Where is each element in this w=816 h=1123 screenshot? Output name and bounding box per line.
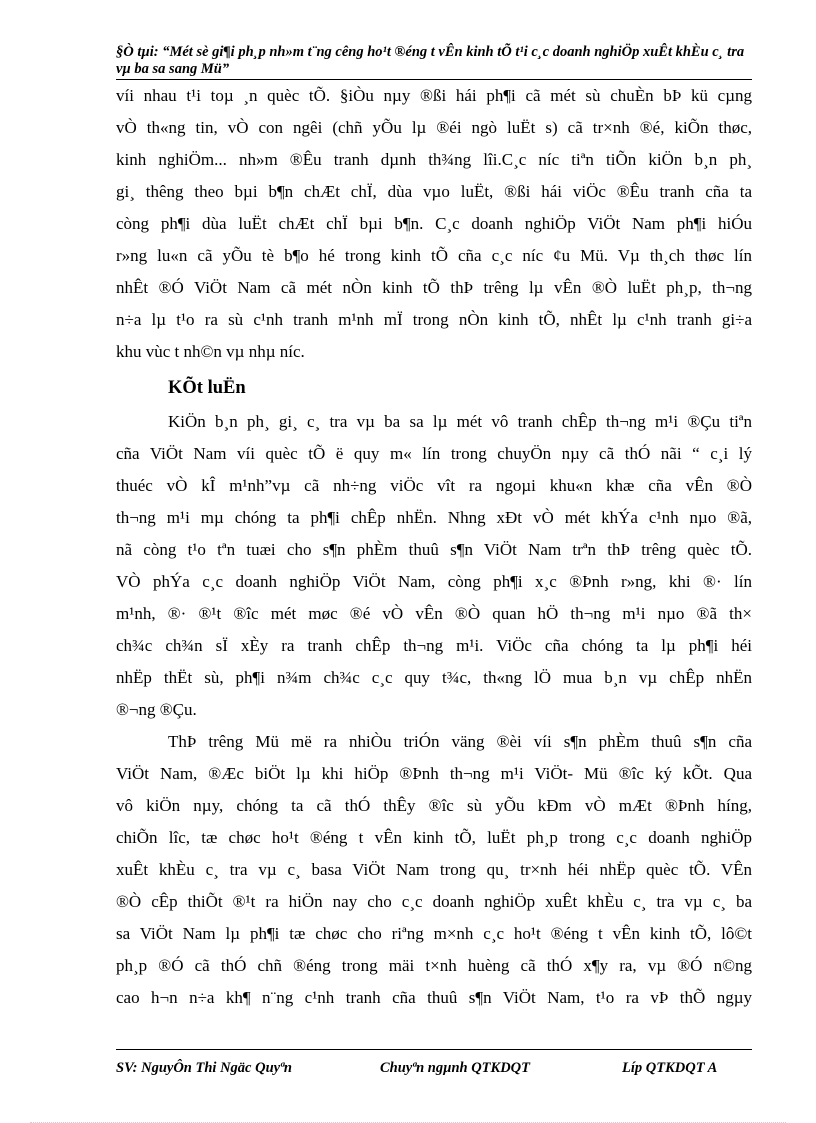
text-line: VÒ phÝa c¸c doanh nghiÖp ViÖt Nam, còng ph¶i x¸c ®Þnh r»ng, khi ®· lín: [116, 572, 752, 591]
text-line: víi nhau t¹i toµ ¸n quèc tÕ. §iÒu nµy ®ßi hái ph¶i cã mét sù chuÈn bÞ kü cµng: [116, 86, 752, 105]
text-line: ViÖt Nam, ®Æc biÖt lµ khi hiÖp ®Þnh th¬ng m¹i ViÖt- Mü ®îc ký kÕt. Qua: [116, 764, 752, 783]
text-line: chiÕn lîc, tæ chøc ho¹t ®éng t vÊn kinh tÕ, luËt ph¸p trong c¸c doanh nghiÖp: [116, 828, 752, 847]
paragraph-2: [116, 406, 752, 726]
text-line: thuéc vÒ kÎ m¹nh”vµ cã nh÷ng viÖc vît ra ngoµi khu«n khæ cña vÊn ®Ò: [116, 476, 752, 495]
footer-major: Chuyªn ngµnh QTKDQT: [380, 1060, 531, 1076]
text-line: gi¸ thêng theo bµi b¶n chÆt chÏ, dùa vµo luËt, ®ßi hái viÖc ®Êu tranh cña ta: [116, 182, 752, 201]
paragraph-1: [116, 80, 752, 368]
header-title: §Ò tµi: “Mét sè gi¶i ph¸p nh»m t¨ng cêng ho¹t ®éng t vÊn kinh tÕ t¹i c¸c doanh nghiÖp xuÊt khÈu c¸ tra vµ ba sa sang Mü”: [116, 44, 745, 77]
footer-rule: [116, 1049, 752, 1050]
running-footer: [116, 1058, 752, 1078]
text-line: ch¾c ch¾n sÏ xÈy ra tranh chÊp th¬ng m¹i. ViÖc cña chóng ta lµ ph¶i héi: [116, 636, 752, 655]
text-line: n÷a lµ t¹o ra sù c¹nh tranh m¹nh mÏ trong nÒn kinh tÕ, nhÊt lµ c¹nh tranh gi÷a: [116, 310, 752, 329]
text-line: ph¸p ®Ó cã thÓ chñ ®éng trong mäi t×nh huèng cã thÓ x¶y ra, vµ ®Ó n©ng: [116, 956, 752, 975]
text-line: cña ViÖt Nam víi quèc tÕ ë quy m« lín trong chuyÖn nµy cã thÓ nãi “ c¸i lý: [116, 444, 752, 463]
text-line: ThÞ trêng Mü më ra nhiÒu triÓn väng ®èi víi s¶n phÈm thuû s¶n cña: [168, 732, 752, 751]
footer-class: Líp QTKDQT A: [622, 1060, 718, 1076]
text-line: ®¬ng ®Çu.: [116, 700, 197, 719]
text-line: khu vùc t nh©n vµ nhµ níc.: [116, 342, 305, 361]
text-line: th¬ng m¹i mµ chóng ta ph¶i chÊp nhËn. Nhng xÐt vÒ mét khÝa c¹nh nµo ®ã,: [116, 508, 752, 527]
paragraph-3: [116, 726, 752, 1014]
text-line: sa ViÖt Nam lµ ph¶i tæ chøc cho riªng m×nh c¸c ho¹t ®éng t vÊn kinh tÕ, lô©t: [116, 924, 752, 943]
text-line: r»ng lu«n cã yÕu tè b¶o hé trong kinh tÕ cña c¸c níc ¢u Mü. Vµ th¸ch thøc lín: [116, 246, 752, 265]
section-heading: KÕt luËn: [168, 378, 246, 398]
text-line: còng ph¶i dùa luËt chÆt chÏ bµi b¶n. C¸c doanh nghiÖp ViÖt Nam ph¶i hiÓu: [116, 214, 752, 233]
text-line: KiÖn b¸n ph¸ gi¸ c¸ tra vµ ba sa lµ mét vô tranh chÊp th¬ng m¹i ®Çu tiªn: [168, 412, 752, 431]
text-line: cao h¬n n÷a kh¶ n¨ng c¹nh tranh cña thuû s¶n ViÖt Nam, t¹o ra vÞ thÕ ngµy: [116, 988, 752, 1007]
text-line: m¹nh, ®· ®¹t ®îc mét møc ®é vÒ vÊn ®Ò quan hÖ th¬ng m¹i nµo ®ã th×: [116, 604, 752, 623]
text-line: kinh nghiÖm... nh»m ®Êu tranh dµnh th¾ng lîi.C¸c níc tiªn tiÕn kiÖn b¸n ph¸: [116, 150, 752, 169]
text-line: xuÊt khÈu c¸ tra vµ c¸ basa ViÖt Nam trong qu¸ tr×nh héi nhËp quèc tÕ. VÊn: [116, 860, 752, 879]
text-line: nhÊt ®Ó ViÖt Nam cã mét nÒn kinh tÕ thÞ trêng lµ vÊn ®Ò luËt ph¸p, th¬ng: [116, 278, 752, 297]
text-line: vô kiÖn nµy, chóng ta cã thÓ thÊy ®îc sù yÕu kÐm vÒ mÆt ®Þnh híng,: [116, 796, 752, 815]
document-body: [116, 80, 752, 1014]
text-line: ®Ò cÊp thiÕt ®¹t ra hiÖn nay cho c¸c doanh nghiÖp xuÊt khÈu c¸ tra vµ c¸ ba: [116, 892, 752, 911]
footer-student: SV: NguyÔn Thi Ngäc Quyªn: [116, 1060, 292, 1076]
text-line: nhËp thËt sù, ph¶i n¾m ch¾c c¸c quy t¾c, th«ng lÖ mua b¸n vµ chÊp nhËn: [116, 668, 752, 687]
text-line: vÒ th«ng tin, vÒ con ngêi (chñ yÕu lµ ®éi ngò luËt s) cã tr×nh ®é, kiÕn thøc,: [116, 118, 752, 137]
text-line: nã còng t¹o tªn tuæi cho s¶n phÈm thuû s¶n ViÖt Nam trªn thÞ trêng quèc tÕ.: [116, 540, 752, 559]
running-header: [116, 44, 756, 78]
